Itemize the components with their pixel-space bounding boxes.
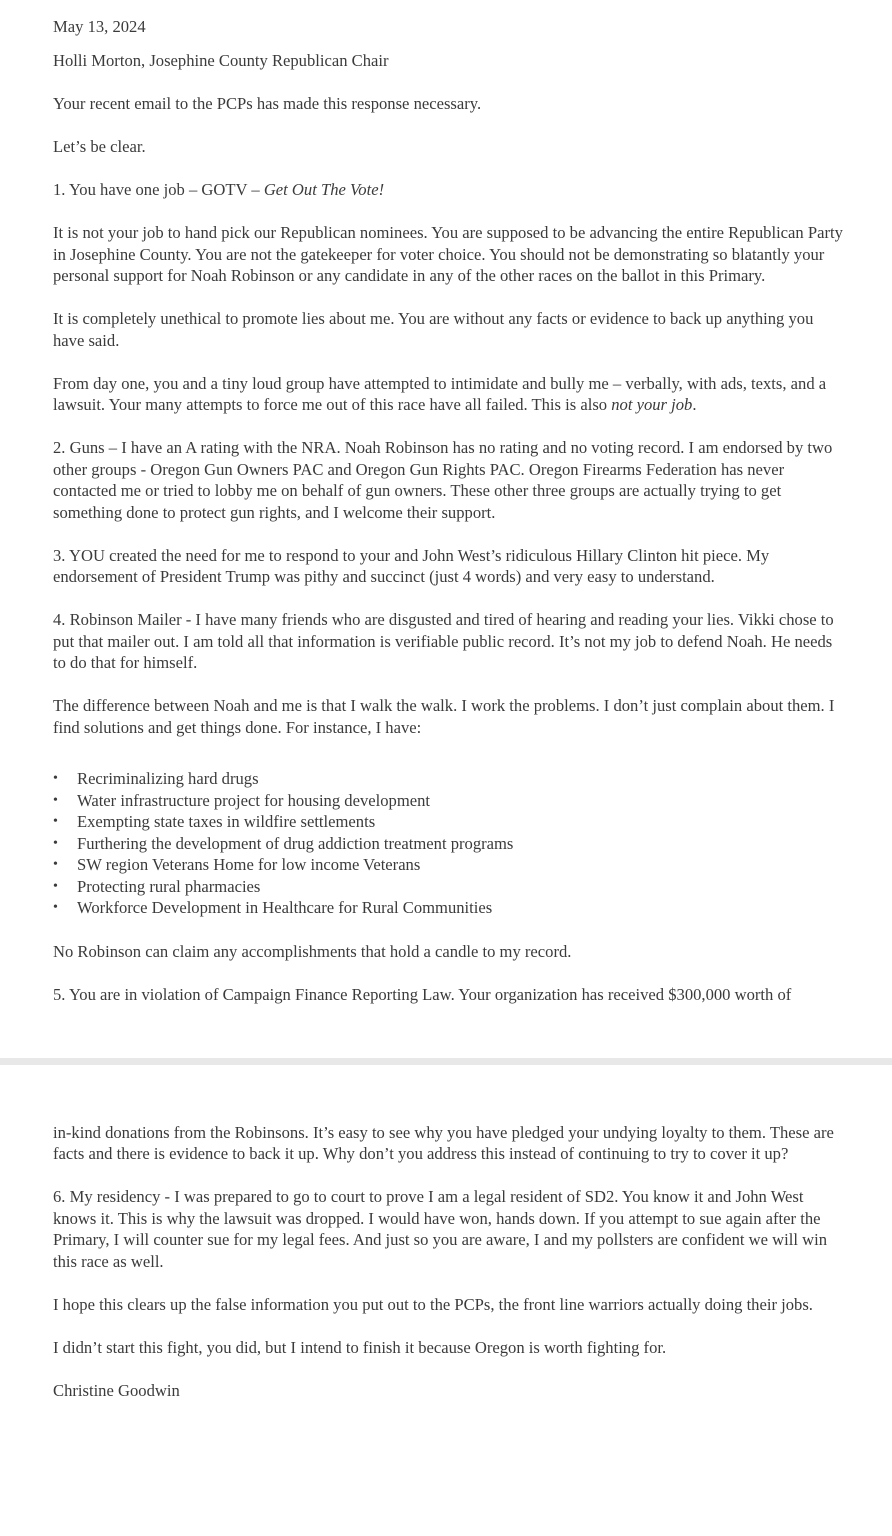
page-break-divider: [0, 1058, 892, 1065]
text-run: It is completely unethical to promote lies about me. You are without any facts or evidence to back up anything you have said.: [53, 309, 814, 350]
intimidate-paragraph: [53, 373, 847, 416]
list-item-text: Recriminalizing hard drugs: [77, 769, 259, 788]
walk-the-walk-paragraph: [53, 695, 847, 738]
italic-text-run: not your job: [611, 395, 693, 414]
text-run: 5. You are in violation of Campaign Finance Reporting Law. Your organization has received $300,000 worth of: [53, 984, 792, 1004]
text-run: I didn’t start this fight, you did, but I intend to finish it because Oregon is worth fighting for.: [53, 1337, 667, 1357]
not-your-job-paragraph: [53, 222, 847, 287]
text-run: 3. YOU created the need for me to respond to your and John West’s ridiculous Hillary Clinton hit piece. My endorsement of President Trump was pithy and succinct (just 4 words) and very easy to understand.: [53, 545, 770, 586]
text-run: 6. My residency - I was prepared to go to court to prove I am a legal resident of SD2. You know it and John West knows it. This is why the lawsuit was dropped. I would have won, hands down. If you attempt to sue again after the Primary, I will counter sue for my legal fees. And just so you are aware, I and my pollsters are confident we will win this race as well.: [53, 1187, 828, 1271]
lets-be-clear-line: [53, 136, 847, 158]
no-robinson-paragraph: [53, 941, 847, 963]
bullet-icon: •: [53, 900, 58, 915]
text-run: 4. Robinson Mailer - I have many friends who are disgusted and tired of hearing and reading your lies. Vikki chose to put that mailer out. I am told all that information is verifiable public record. It’s not my job to defend Noah. He needs to do that for himself.: [53, 610, 834, 672]
page-bottom-gap: [53, 1027, 847, 1058]
text-run: Holli Morton, Josephine County Republican Chair: [53, 51, 389, 70]
text-run: 1. You have one job – GOTV –: [53, 180, 264, 199]
text-run: 2. Guns – I have an A rating with the NRA. Noah Robinson has no rating and no voting record. I am endorsed by two other groups - Oregon Gun Owners PAC and Oregon Gun Rights PAC. Oregon Firearms Federation has never contacted me or tried to lobby me on behalf of gun owners. These other three groups are actually trying to get something done to protect gun rights, and I welcome their support.: [53, 438, 833, 522]
list-item-text: Furthering the development of drug addiction treatment programs: [77, 833, 514, 853]
text-run: .: [692, 395, 697, 414]
list-item: [53, 833, 847, 855]
in-kind-donations-paragraph: [53, 1122, 847, 1165]
date-line: [53, 16, 847, 38]
list-item: [53, 790, 847, 812]
unethical-paragraph: [53, 308, 847, 351]
list-item-text: Water infrastructure project for housing development: [77, 790, 430, 810]
text-run: May 13, 2024: [53, 17, 146, 36]
text-run: It is not your job to hand pick our Republican nominees. You are supposed to be advancing the entire Republican Party in Josephine County. You are not the gatekeeper for voter choice. You should not be demonstrating so blatantly your personal support for Noah Robinson or any candidate in any of the other races on the ballot in this Primary.: [53, 223, 843, 285]
point-1-gotv: [53, 179, 847, 201]
text-run: The difference between Noah and me is that I walk the walk. I work the problems. I don’t just complain about them. I find solutions and get things done. For instance, I have:: [53, 696, 835, 737]
text-run: Your recent email to the PCPs has made this response necessary.: [53, 94, 482, 113]
list-item-text: Workforce Development in Healthcare for Rural Communities: [77, 898, 493, 917]
accomplishments-list: [53, 768, 847, 919]
bullet-icon: •: [53, 814, 58, 829]
bullet-icon: •: [53, 771, 58, 786]
list-item-text: Exempting state taxes in wildfire settlements: [77, 812, 376, 831]
list-item-text: Protecting rural pharmacies: [77, 876, 261, 896]
list-item-text: SW region Veterans Home for low income Veterans: [77, 855, 421, 874]
text-run: I hope this clears up the false information you put out to the PCPs, the front line warriors actually doing their jobs.: [53, 1294, 813, 1314]
point-5-campaign-finance: [53, 984, 847, 1006]
bullet-icon: •: [53, 835, 58, 851]
bullet-icon: •: [53, 857, 58, 872]
list-item: [53, 768, 847, 790]
point-4-robinson-mailer: [53, 609, 847, 674]
page-top-gap: [53, 1065, 847, 1122]
text-run: in-kind donations from the Robinsons. It’s easy to see why you have pledged your undying loyalty to them. These are facts and there is evidence to back it up. Why don’t you address this instead of continuing to try to cover it up?: [53, 1122, 834, 1163]
signature-line: [53, 1380, 847, 1402]
point-3-hit-piece: [53, 545, 847, 588]
list-item: [53, 876, 847, 898]
text-run: Christine Goodwin: [53, 1380, 180, 1400]
point-2-guns: [53, 437, 847, 523]
bullet-icon: •: [53, 878, 58, 894]
list-item: [53, 854, 847, 876]
text-run: Let’s be clear.: [53, 137, 146, 156]
hope-paragraph: [53, 1294, 847, 1316]
text-run: From day one, you and a tiny loud group have attempted to intimidate and bully me – verbally, with ads, texts, and a lawsuit. Your many attempts to force me out of this race have all failed. This is also: [53, 373, 827, 414]
point-6-residency: [53, 1186, 847, 1272]
list-item: [53, 811, 847, 833]
intro-paragraph: [53, 93, 847, 115]
list-item: [53, 897, 847, 919]
bullet-icon: •: [53, 792, 58, 808]
recipient-line: [53, 50, 847, 72]
text-run: No Robinson can claim any accomplishments that hold a candle to my record.: [53, 941, 572, 961]
fight-paragraph: [53, 1337, 847, 1359]
italic-text-run: Get Out The Vote!: [263, 180, 385, 199]
